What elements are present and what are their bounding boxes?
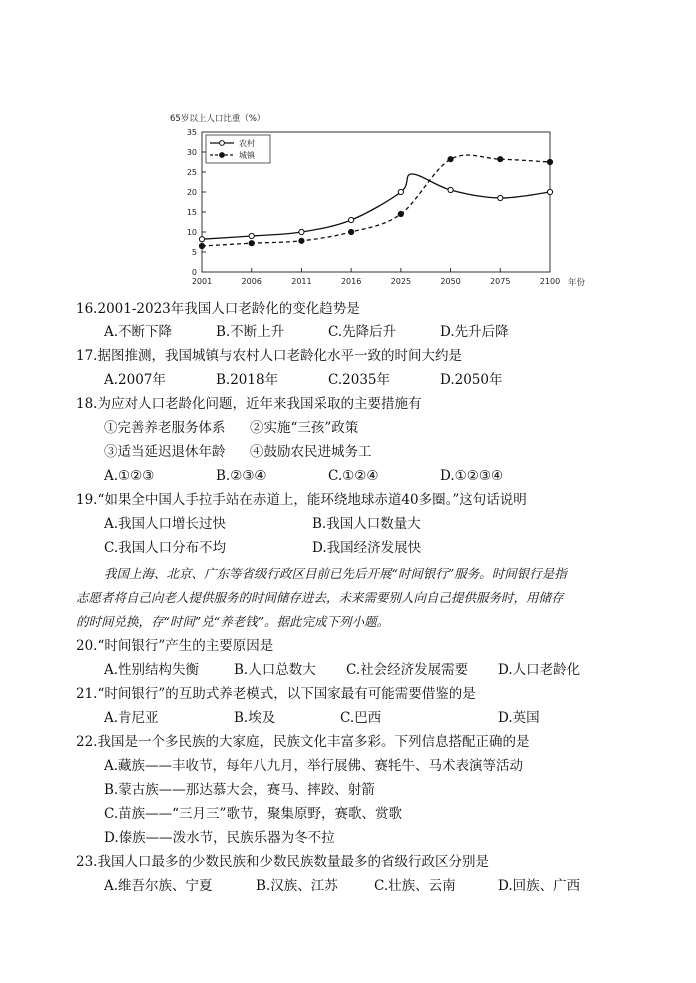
q21-option-a[interactable]: A.肯尼亚 <box>104 710 159 726</box>
x-tick-label: 2075 <box>490 277 511 286</box>
y-tick-label: 15 <box>186 208 197 217</box>
question-23-stem: 23.我国人口最多的少数民族和少数民族数量最多的省级行政区分别是 <box>76 854 489 870</box>
q20-option-d[interactable]: D.人口老龄化 <box>498 662 581 678</box>
q18-option-c[interactable]: C.①②④ <box>328 468 379 484</box>
series-point-rural <box>299 229 304 234</box>
q20-option-c[interactable]: C.社会经济发展需要 <box>346 662 469 678</box>
q18-item-1: ①完善养老服务体系 <box>104 420 226 436</box>
q20-option-b[interactable]: B.人口总数大 <box>234 662 316 678</box>
question-16-stem: 16.2001-2023年我国人口老龄化的变化趋势是 <box>76 301 360 317</box>
x-tick-label: 2100 <box>539 277 561 286</box>
q23-option-d[interactable]: D.回族、广西 <box>498 878 581 894</box>
q22-option-b[interactable]: B.蒙古族——那达慕大会，赛马、摔跤、射箭 <box>104 782 375 798</box>
y-tick-label: 0 <box>191 268 197 277</box>
x-tick-label: 2001 <box>191 277 213 286</box>
q23-option-a[interactable]: A.维吾尔族、宁夏 <box>104 878 213 894</box>
q18-item-3: ③适当延迟退休年龄 <box>104 444 226 460</box>
population-aging-chart <box>160 108 600 298</box>
q18-item-2: ②实施“三孩”政策 <box>250 420 359 436</box>
y-tick-label: 30 <box>186 148 197 157</box>
series-point-rural <box>448 187 453 192</box>
x-tick-label: 2006 <box>241 277 262 286</box>
q17-option-a[interactable]: A.2007年 <box>104 372 166 388</box>
q19-option-d[interactable]: D.我国经济发展快 <box>312 540 422 556</box>
y-tick-label: 35 <box>186 128 197 137</box>
q23-option-b[interactable]: B.汉族、江苏 <box>256 878 338 894</box>
question-21-stem: 21.“时间银行”的互助式养老模式，以下国家最有可能需要借鉴的是 <box>76 686 476 702</box>
q21-option-b[interactable]: B.埃及 <box>234 710 276 726</box>
plot-area <box>187 128 560 286</box>
x-tick-label: 2016 <box>340 277 362 286</box>
q16-option-a[interactable]: A.不断下降 <box>104 324 173 340</box>
q22-option-d[interactable]: D.傣族——泼水节，民族乐器为冬不拉 <box>104 830 335 846</box>
legend-marker-urban <box>220 153 225 158</box>
series-point-urban <box>199 243 204 248</box>
series-point-urban <box>547 159 552 164</box>
q20-option-a[interactable]: A.性别结构失衡 <box>104 662 200 678</box>
q19-option-c[interactable]: C.我国人口分布不均 <box>104 540 227 556</box>
q21-option-d[interactable]: D.英国 <box>498 710 540 726</box>
q19-option-a[interactable]: A.我国人口增长过快 <box>104 516 227 532</box>
legend-marker-rural <box>220 141 225 146</box>
x-axis-label: 年份 <box>568 278 586 288</box>
q17-option-c[interactable]: C.2035年 <box>328 372 390 388</box>
y-tick-label: 10 <box>186 228 197 237</box>
q16-option-c[interactable]: C.先降后升 <box>328 324 397 340</box>
series-point-urban <box>299 238 304 243</box>
q18-option-d[interactable]: D.①②③④ <box>440 468 504 484</box>
series-line-urban <box>202 155 550 246</box>
series-point-rural <box>249 233 254 238</box>
q18-option-a[interactable]: A.①②③ <box>104 468 155 484</box>
series-point-urban <box>349 229 354 234</box>
question-22-stem: 22.我国是一个多民族的大家庭，民族文化丰富多彩。下列信息搭配正确的是 <box>76 734 530 750</box>
y-tick-label: 5 <box>191 248 197 257</box>
material-line-1: 我国上海、北京、广东等省级行政区目前已先后开展“时间银行”服务。时间银行是指 <box>104 566 567 581</box>
y-axis-label: 65岁以上人口比重（%） <box>170 114 266 124</box>
question-18-stem: 18.为应对人口老龄化问题，近年来我国采取的主要措施有 <box>76 396 422 412</box>
series-point-rural <box>349 217 354 222</box>
y-tick-label: 20 <box>186 188 197 197</box>
q21-option-c[interactable]: C.巴西 <box>340 710 382 726</box>
q19-option-b[interactable]: B.我国人口数量大 <box>312 516 421 532</box>
line-chart <box>160 108 600 298</box>
q17-option-b[interactable]: B.2018年 <box>216 372 279 388</box>
material-line-3: 的时间兑换，存“时间”兑“养老钱”。据此完成下列小题。 <box>76 614 390 629</box>
q16-option-d[interactable]: D.先升后降 <box>440 324 509 340</box>
series-point-urban <box>249 241 254 246</box>
series-point-rural <box>398 189 403 194</box>
series-point-urban <box>448 157 453 162</box>
question-20-stem: 20.“时间银行”产生的主要原因是 <box>76 638 274 654</box>
q18-item-4: ④鼓励农民进城务工 <box>250 444 372 460</box>
legend-box <box>206 135 270 163</box>
y-tick-label: 25 <box>186 168 197 177</box>
q22-option-c[interactable]: C.苗族——“三月三”歌节，聚集原野，赛歌、赏歌 <box>104 806 402 822</box>
q18-option-b[interactable]: B.②③④ <box>216 468 267 484</box>
series-line-rural <box>202 174 550 239</box>
series-point-urban <box>398 211 403 216</box>
question-17-stem: 17.据图推测，我国城镇与农村人口老龄化水平一致的时间大约是 <box>76 348 462 364</box>
legend-label-urban: 城镇 <box>239 151 255 160</box>
question-19-stem: 19.“如果全中国人手拉手站在赤道上，能环绕地球赤道40多圈。”这句话说明 <box>76 492 527 508</box>
series-point-rural <box>547 189 552 194</box>
q23-option-c[interactable]: C.壮族、云南 <box>374 878 456 894</box>
x-tick-label: 2025 <box>390 277 412 286</box>
series-point-rural <box>498 195 503 200</box>
material-line-2: 志愿者将自己向老人提供服务的时间储存进去，未来需要别人向自己提供服务时，用储存 <box>76 590 564 605</box>
series-point-urban <box>498 157 503 162</box>
q16-option-b[interactable]: B.不断上升 <box>216 324 285 340</box>
series-point-rural <box>199 237 204 242</box>
legend-label-rural: 农村 <box>239 139 255 148</box>
x-tick-label: 2050 <box>440 277 461 286</box>
q22-option-a[interactable]: A.藏族——丰收节，每年八九月，举行展佛、赛牦牛、马术表演等活动 <box>104 758 524 774</box>
x-tick-label: 2011 <box>291 277 312 286</box>
q17-option-d[interactable]: D.2050年 <box>440 372 503 388</box>
